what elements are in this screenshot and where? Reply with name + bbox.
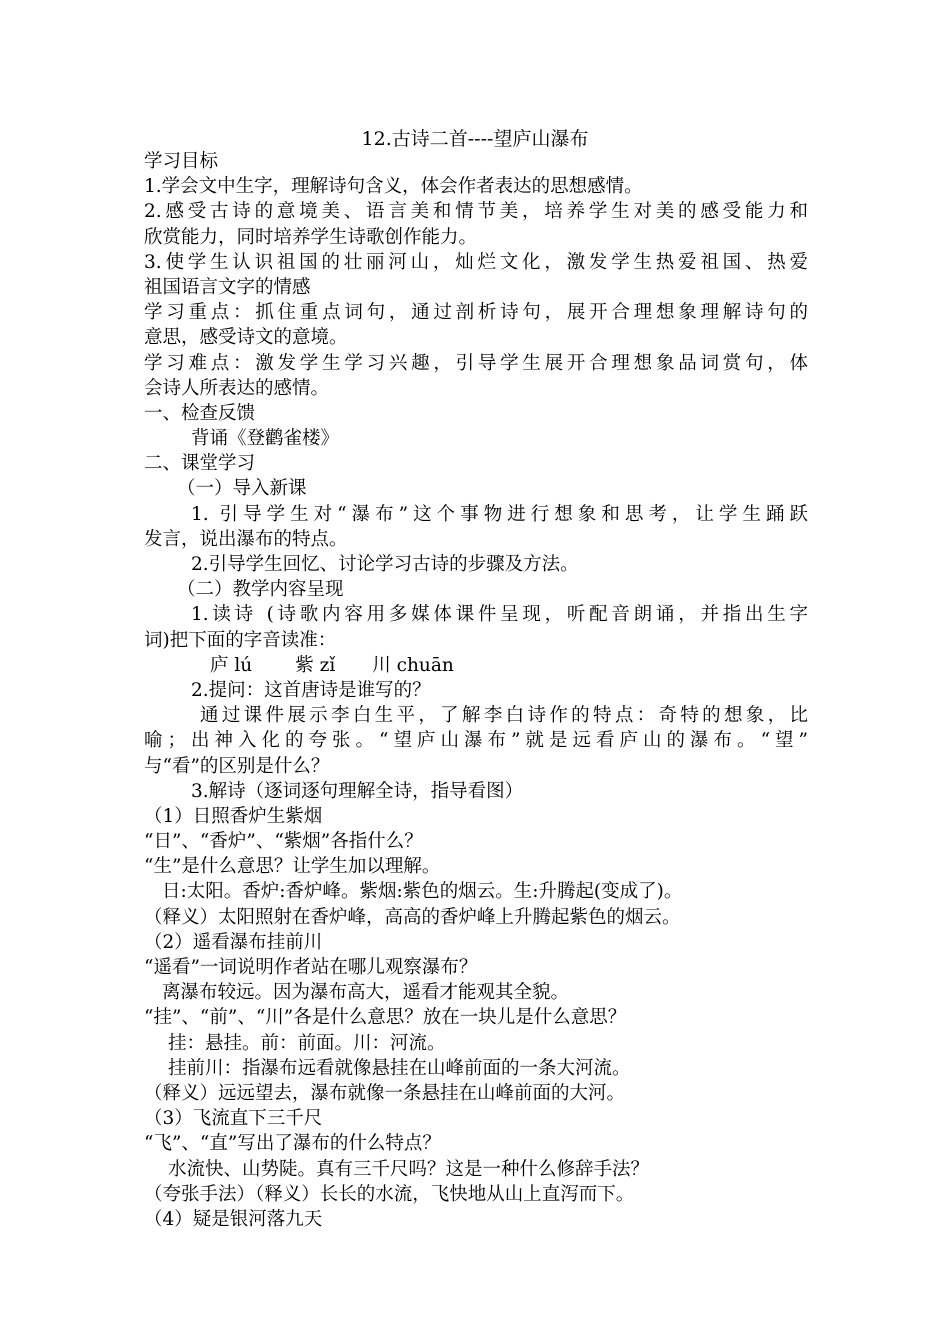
paragraph-line: 挂：悬挂。前：前面。川：河流。 [168,1032,446,1054]
paragraph-line: 挂前川：指瀑布远看就像悬挂在山峰前面的一条大河流。 [168,1057,631,1079]
pinyin-word: 紫 zǐ [295,654,336,676]
paragraph-line: 1.读诗 (诗歌内容用多媒体课件呈现，听配音朗诵，并指出生字 [191,604,808,626]
section-heading: 一、检查反馈 [144,402,256,424]
paragraph-line: 发言，说出瀑布的特点。 [144,528,348,550]
verse-heading: （1）日照香炉生紫烟 [144,805,323,827]
paragraph-line: 欣赏能力，同时培养学生诗歌创作能力。 [144,226,478,248]
pinyin-word: 庐 lú [210,654,253,676]
subsection-heading: （二）教学内容呈现 [177,579,344,601]
paragraph-line: 2.引导学生回忆、讨论学习古诗的步骤及方法。 [191,554,579,575]
paragraph-line: 日:太阳。香炉:香炉峰。紫烟:紫色的烟云。生:升腾起(变成了)。 [162,881,683,903]
verse-heading: （3）飞流直下三千尺 [144,1108,323,1130]
paragraph-line: 3.解诗（逐词逐句理解全诗，指导看图） [191,780,524,802]
paragraph-line: 会诗人所表达的感情。 [144,377,330,399]
paragraph-line: 1. 引导学生对“瀑布”这个事物进行想象和思考，让学生踊跃 [191,503,808,525]
paragraph-line: （释义）太阳照射在香炉峰，高高的香炉峰上升腾起紫色的烟云。 [144,906,681,928]
paragraph-line: 离瀑布较远。因为瀑布高大，遥看才能观其全貌。 [162,982,570,1004]
verse-heading: （2）遥看瀑布挂前川 [144,931,323,953]
paragraph-line: “日”、“香炉”、“紫烟”各指什么？ [144,831,423,853]
paragraph-line: （夸张手法）（释义）长长的水流，飞快地从山上直泻而下。 [144,1183,635,1205]
paragraph-line: 2.感受古诗的意境美、语言美和情节美，培养学生对美的感受能力和 [144,201,808,223]
pinyin-word: 川 chuān [372,654,454,676]
paragraph-line: 喻；出神入化的夸张。“望庐山瀑布”就是远看庐山的瀑布。“望” [144,730,808,752]
paragraph-line: 祖国语言文字的情感 [144,276,311,298]
pinyin-row [144,653,808,678]
paragraph-line: （释义）远远望去，瀑布就像一条悬挂在山峰前面的大河。 [144,1082,626,1104]
paragraph-line: 意思，感受诗文的意境。 [144,327,348,349]
paragraph-line: “飞”、“直”写出了瀑布的什么特点？ [144,1133,441,1155]
paragraph-line: “遥看”一词说明作者站在哪儿观察瀑布？ [144,957,478,978]
section-heading: 二、课堂学习 [144,453,256,475]
page-title: 12.古诗二首----望庐山瀑布 [361,128,589,150]
paragraph-line: 背诵《登鹳雀楼》 [191,428,340,450]
paragraph-line: 1.学会文中生字，理解诗句含义，体会作者表达的思想感情。 [144,176,643,198]
paragraph-line: 2.提问：这首唐诗是谁写的？ [191,679,431,701]
paragraph-line: 学习难点：激发学生学习兴趣，引导学生展开合理想象品词赏句，体 [144,352,808,374]
paragraph-line: 与“看”的区别是什么？ [144,755,330,777]
paragraph-line: 3.使学生认识祖国的壮丽河山，灿烂文化，激发学生热爱祖国、热爱 [144,251,808,273]
paragraph-line: 学习重点：抓住重点词句，通过剖析诗句，展开合理想象理解诗句的 [144,302,808,324]
paragraph-line: “挂”、“前”、“川”各是什么意思？放在一块儿是什么意思？ [144,1007,627,1029]
document-body [144,149,808,1232]
subsection-heading: （一）导入新课 [177,478,307,500]
heading-learning-goals: 学习目标 [144,151,219,172]
paragraph-line: 通过课件展示李白生平，了解李白诗作的特点：奇特的想象，比 [200,705,808,727]
verse-heading: （4）疑是银河落九天 [144,1208,323,1230]
paragraph-line: 水流快、山势陡。真有三千尺吗？这是一种什么修辞手法？ [168,1158,650,1180]
paragraph-line: “生”是什么意思？让学生加以理解。 [144,856,441,878]
paragraph-line: 词)把下面的字音读准： [144,629,337,651]
